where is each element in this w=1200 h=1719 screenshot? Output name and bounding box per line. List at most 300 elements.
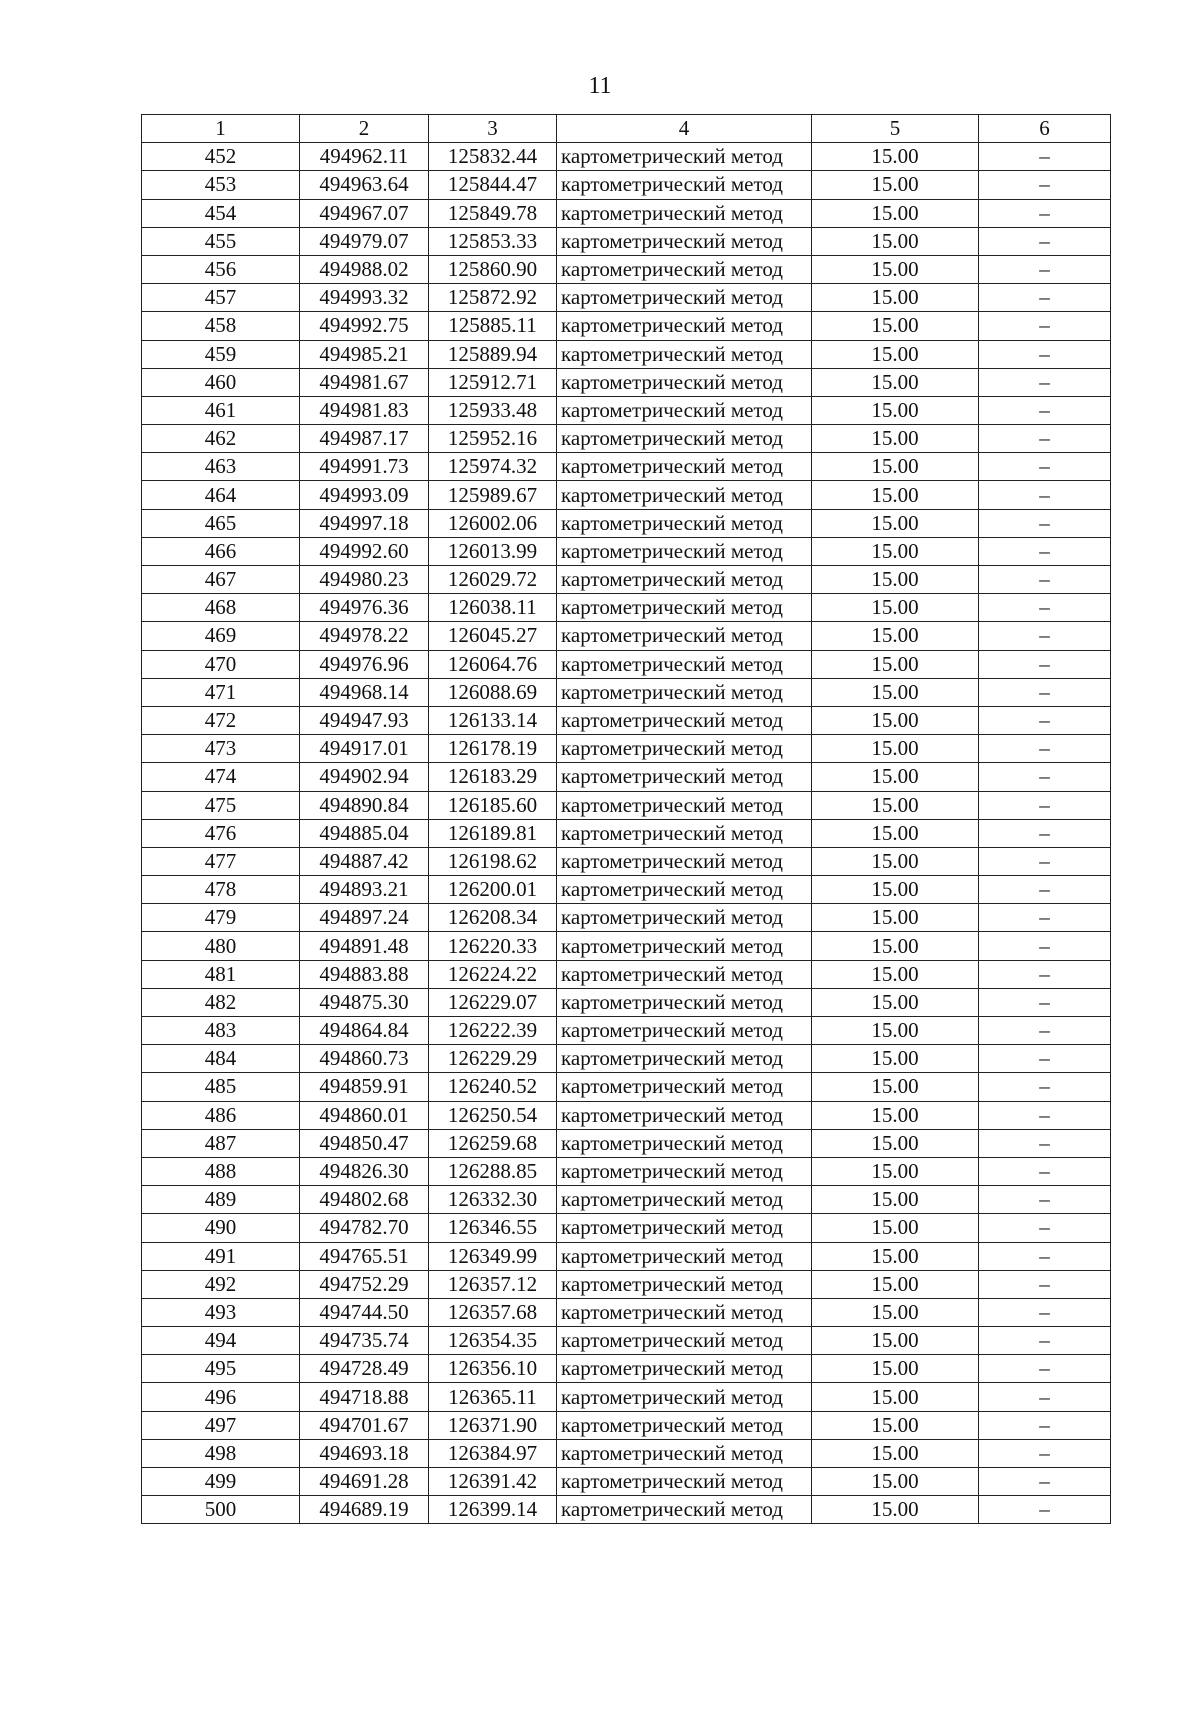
table-row (142, 1439, 1111, 1467)
accuracy-cell: 15.00 (812, 763, 979, 791)
accuracy-cell: 15.00 (812, 1073, 979, 1101)
accuracy-cell: 15.00 (812, 1242, 979, 1270)
accuracy-cell: 15.00 (812, 509, 979, 537)
method-cell: картометрический метод (557, 1214, 812, 1242)
y-coordinate-cell: 125933.48 (429, 396, 557, 424)
accuracy-cell: 15.00 (812, 1383, 979, 1411)
table-row (142, 1383, 1111, 1411)
note-cell: – (979, 312, 1111, 340)
accuracy-cell: 15.00 (812, 340, 979, 368)
accuracy-cell: 15.00 (812, 1129, 979, 1157)
x-coordinate-cell: 494962.11 (300, 143, 429, 171)
accuracy-cell: 15.00 (812, 312, 979, 340)
note-cell: – (979, 453, 1111, 481)
table-row (142, 988, 1111, 1016)
x-coordinate-cell: 494864.84 (300, 1017, 429, 1045)
point-number-cell: 455 (142, 227, 300, 255)
x-coordinate-cell: 494782.70 (300, 1214, 429, 1242)
table-row (142, 960, 1111, 988)
y-coordinate-cell: 126371.90 (429, 1411, 557, 1439)
note-cell: – (979, 481, 1111, 509)
method-cell: картометрический метод (557, 1157, 812, 1185)
accuracy-cell: 15.00 (812, 706, 979, 734)
y-coordinate-cell: 126220.33 (429, 932, 557, 960)
note-cell: – (979, 1017, 1111, 1045)
accuracy-cell: 15.00 (812, 735, 979, 763)
accuracy-cell: 15.00 (812, 481, 979, 509)
method-cell: картометрический метод (557, 1186, 812, 1214)
method-cell: картометрический метод (557, 988, 812, 1016)
note-cell: – (979, 340, 1111, 368)
point-number-cell: 478 (142, 876, 300, 904)
x-coordinate-cell: 494735.74 (300, 1327, 429, 1355)
method-cell: картометрический метод (557, 960, 812, 988)
point-number-cell: 468 (142, 594, 300, 622)
point-number-cell: 470 (142, 650, 300, 678)
method-cell: картометрический метод (557, 1101, 812, 1129)
accuracy-cell: 15.00 (812, 143, 979, 171)
y-coordinate-cell: 126391.42 (429, 1468, 557, 1496)
point-number-cell: 491 (142, 1242, 300, 1270)
method-cell: картометрический метод (557, 622, 812, 650)
note-cell: – (979, 368, 1111, 396)
x-coordinate-cell: 494859.91 (300, 1073, 429, 1101)
accuracy-cell: 15.00 (812, 396, 979, 424)
y-coordinate-cell: 126198.62 (429, 847, 557, 875)
table-row (142, 537, 1111, 565)
table-row (142, 509, 1111, 537)
x-coordinate-cell: 494689.19 (300, 1496, 429, 1524)
accuracy-cell: 15.00 (812, 1017, 979, 1045)
accuracy-cell: 15.00 (812, 1270, 979, 1298)
y-coordinate-cell: 126399.14 (429, 1496, 557, 1524)
point-number-cell: 473 (142, 735, 300, 763)
method-cell: картометрический метод (557, 876, 812, 904)
note-cell: – (979, 199, 1111, 227)
point-number-cell: 454 (142, 199, 300, 227)
y-coordinate-cell: 126224.22 (429, 960, 557, 988)
note-cell: – (979, 988, 1111, 1016)
point-number-cell: 459 (142, 340, 300, 368)
accuracy-cell: 15.00 (812, 199, 979, 227)
point-number-cell: 487 (142, 1129, 300, 1157)
y-coordinate-cell: 126259.68 (429, 1129, 557, 1157)
table-row (142, 1496, 1111, 1524)
x-coordinate-cell: 494987.17 (300, 425, 429, 453)
point-number-cell: 493 (142, 1298, 300, 1326)
method-cell: картометрический метод (557, 847, 812, 875)
x-coordinate-cell: 494997.18 (300, 509, 429, 537)
table-row (142, 171, 1111, 199)
method-cell: картометрический метод (557, 1439, 812, 1467)
method-cell: картометрический метод (557, 1327, 812, 1355)
accuracy-cell: 15.00 (812, 1186, 979, 1214)
point-number-cell: 475 (142, 791, 300, 819)
point-number-cell: 463 (142, 453, 300, 481)
note-cell: – (979, 1186, 1111, 1214)
table-row (142, 1129, 1111, 1157)
table-row (142, 396, 1111, 424)
y-coordinate-cell: 126064.76 (429, 650, 557, 678)
table-row (142, 678, 1111, 706)
method-cell: картометрический метод (557, 706, 812, 734)
y-coordinate-cell: 126250.54 (429, 1101, 557, 1129)
x-coordinate-cell: 494963.64 (300, 171, 429, 199)
table-row (142, 1468, 1111, 1496)
table-row (142, 227, 1111, 255)
note-cell: – (979, 594, 1111, 622)
x-coordinate-cell: 494802.68 (300, 1186, 429, 1214)
table-header-row (142, 115, 1111, 143)
accuracy-cell: 15.00 (812, 791, 979, 819)
method-cell: картометрический метод (557, 594, 812, 622)
method-cell: картометрический метод (557, 791, 812, 819)
method-cell: картометрический метод (557, 1411, 812, 1439)
accuracy-cell: 15.00 (812, 1439, 979, 1467)
accuracy-cell: 15.00 (812, 1298, 979, 1326)
method-cell: картометрический метод (557, 763, 812, 791)
point-number-cell: 458 (142, 312, 300, 340)
note-cell: – (979, 171, 1111, 199)
note-cell: – (979, 876, 1111, 904)
x-coordinate-cell: 494890.84 (300, 791, 429, 819)
note-cell: – (979, 847, 1111, 875)
method-cell: картометрический метод (557, 537, 812, 565)
x-coordinate-cell: 494891.48 (300, 932, 429, 960)
table-row (142, 425, 1111, 453)
point-number-cell: 500 (142, 1496, 300, 1524)
x-coordinate-cell: 494860.73 (300, 1045, 429, 1073)
table-row (142, 594, 1111, 622)
point-number-cell: 467 (142, 566, 300, 594)
y-coordinate-cell: 126384.97 (429, 1439, 557, 1467)
accuracy-cell: 15.00 (812, 1214, 979, 1242)
point-number-cell: 474 (142, 763, 300, 791)
method-cell: картометрический метод (557, 1073, 812, 1101)
point-number-cell: 462 (142, 425, 300, 453)
accuracy-cell: 15.00 (812, 622, 979, 650)
method-cell: картометрический метод (557, 199, 812, 227)
note-cell: – (979, 1045, 1111, 1073)
method-cell: картометрический метод (557, 904, 812, 932)
point-number-cell: 476 (142, 819, 300, 847)
note-cell: – (979, 1101, 1111, 1129)
x-coordinate-cell: 494976.36 (300, 594, 429, 622)
table-row (142, 1242, 1111, 1270)
method-cell: картометрический метод (557, 312, 812, 340)
table-row (142, 1355, 1111, 1383)
accuracy-cell: 15.00 (812, 594, 979, 622)
note-cell: – (979, 566, 1111, 594)
note-cell: – (979, 791, 1111, 819)
table-row (142, 622, 1111, 650)
note-cell: – (979, 143, 1111, 171)
note-cell: – (979, 227, 1111, 255)
note-cell: – (979, 706, 1111, 734)
method-cell: картометрический метод (557, 1468, 812, 1496)
note-cell: – (979, 904, 1111, 932)
method-cell: картометрический метод (557, 227, 812, 255)
y-coordinate-cell: 125860.90 (429, 255, 557, 283)
accuracy-cell: 15.00 (812, 227, 979, 255)
accuracy-cell: 15.00 (812, 819, 979, 847)
point-number-cell: 496 (142, 1383, 300, 1411)
y-coordinate-cell: 126208.34 (429, 904, 557, 932)
accuracy-cell: 15.00 (812, 1468, 979, 1496)
table-row (142, 1017, 1111, 1045)
accuracy-cell: 15.00 (812, 425, 979, 453)
point-number-cell: 484 (142, 1045, 300, 1073)
note-cell: – (979, 678, 1111, 706)
point-number-cell: 485 (142, 1073, 300, 1101)
table-row (142, 1270, 1111, 1298)
point-number-cell: 488 (142, 1157, 300, 1185)
table-row (142, 1157, 1111, 1185)
point-number-cell: 490 (142, 1214, 300, 1242)
accuracy-cell: 15.00 (812, 453, 979, 481)
x-coordinate-cell: 494981.67 (300, 368, 429, 396)
x-coordinate-cell: 494979.07 (300, 227, 429, 255)
accuracy-cell: 15.00 (812, 1327, 979, 1355)
x-coordinate-cell: 494988.02 (300, 255, 429, 283)
method-cell: картометрический метод (557, 255, 812, 283)
note-cell: – (979, 622, 1111, 650)
point-number-cell: 452 (142, 143, 300, 171)
y-coordinate-cell: 125912.71 (429, 368, 557, 396)
y-coordinate-cell: 126222.39 (429, 1017, 557, 1045)
point-number-cell: 477 (142, 847, 300, 875)
y-coordinate-cell: 125885.11 (429, 312, 557, 340)
point-number-cell: 494 (142, 1327, 300, 1355)
y-coordinate-cell: 126229.07 (429, 988, 557, 1016)
table-row (142, 284, 1111, 312)
y-coordinate-cell: 125849.78 (429, 199, 557, 227)
y-coordinate-cell: 126029.72 (429, 566, 557, 594)
method-cell: картометрический метод (557, 453, 812, 481)
column-header-3: 3 (429, 115, 557, 143)
y-coordinate-cell: 125832.44 (429, 143, 557, 171)
method-cell: картометрический метод (557, 650, 812, 678)
note-cell: – (979, 1270, 1111, 1298)
point-number-cell: 486 (142, 1101, 300, 1129)
method-cell: картометрический метод (557, 1298, 812, 1326)
method-cell: картометрический метод (557, 1242, 812, 1270)
page-number: 11 (588, 73, 612, 99)
y-coordinate-cell: 126038.11 (429, 594, 557, 622)
x-coordinate-cell: 494897.24 (300, 904, 429, 932)
accuracy-cell: 15.00 (812, 960, 979, 988)
point-number-cell: 479 (142, 904, 300, 932)
method-cell: картометрический метод (557, 340, 812, 368)
x-coordinate-cell: 494826.30 (300, 1157, 429, 1185)
method-cell: картометрический метод (557, 1270, 812, 1298)
x-coordinate-cell: 494947.93 (300, 706, 429, 734)
note-cell: – (979, 1214, 1111, 1242)
note-cell: – (979, 1439, 1111, 1467)
method-cell: картометрический метод (557, 678, 812, 706)
accuracy-cell: 15.00 (812, 1045, 979, 1073)
table-row (142, 199, 1111, 227)
point-number-cell: 482 (142, 988, 300, 1016)
note-cell: – (979, 763, 1111, 791)
y-coordinate-cell: 126133.14 (429, 706, 557, 734)
y-coordinate-cell: 126354.35 (429, 1327, 557, 1355)
note-cell: – (979, 396, 1111, 424)
column-header-6: 6 (979, 115, 1111, 143)
x-coordinate-cell: 494718.88 (300, 1383, 429, 1411)
table-row (142, 932, 1111, 960)
y-coordinate-cell: 126185.60 (429, 791, 557, 819)
accuracy-cell: 15.00 (812, 1101, 979, 1129)
accuracy-cell: 15.00 (812, 904, 979, 932)
point-number-cell: 464 (142, 481, 300, 509)
x-coordinate-cell: 494691.28 (300, 1468, 429, 1496)
note-cell: – (979, 960, 1111, 988)
x-coordinate-cell: 494980.23 (300, 566, 429, 594)
method-cell: картометрический метод (557, 368, 812, 396)
y-coordinate-cell: 126088.69 (429, 678, 557, 706)
table-row (142, 876, 1111, 904)
y-coordinate-cell: 126357.12 (429, 1270, 557, 1298)
y-coordinate-cell: 126200.01 (429, 876, 557, 904)
point-number-cell: 489 (142, 1186, 300, 1214)
table-row (142, 819, 1111, 847)
x-coordinate-cell: 494993.09 (300, 481, 429, 509)
table-row (142, 1101, 1111, 1129)
note-cell: – (979, 1411, 1111, 1439)
y-coordinate-cell: 125974.32 (429, 453, 557, 481)
y-coordinate-cell: 126178.19 (429, 735, 557, 763)
table-row (142, 368, 1111, 396)
note-cell: – (979, 1327, 1111, 1355)
x-coordinate-cell: 494992.60 (300, 537, 429, 565)
x-coordinate-cell: 494991.73 (300, 453, 429, 481)
y-coordinate-cell: 125989.67 (429, 481, 557, 509)
point-number-cell: 495 (142, 1355, 300, 1383)
y-coordinate-cell: 125889.94 (429, 340, 557, 368)
table-row (142, 1298, 1111, 1326)
note-cell: – (979, 1496, 1111, 1524)
column-header-4: 4 (557, 115, 812, 143)
method-cell: картометрический метод (557, 481, 812, 509)
note-cell: – (979, 1298, 1111, 1326)
method-cell: картометрический метод (557, 932, 812, 960)
y-coordinate-cell: 125844.47 (429, 171, 557, 199)
method-cell: картометрический метод (557, 1045, 812, 1073)
note-cell: – (979, 1157, 1111, 1185)
method-cell: картометрический метод (557, 171, 812, 199)
note-cell: – (979, 255, 1111, 283)
coordinates-table (141, 114, 1111, 1524)
y-coordinate-cell: 126189.81 (429, 819, 557, 847)
x-coordinate-cell: 494875.30 (300, 988, 429, 1016)
x-coordinate-cell: 494976.96 (300, 650, 429, 678)
point-number-cell: 471 (142, 678, 300, 706)
accuracy-cell: 15.00 (812, 847, 979, 875)
method-cell: картометрический метод (557, 143, 812, 171)
x-coordinate-cell: 494968.14 (300, 678, 429, 706)
method-cell: картометрический метод (557, 819, 812, 847)
point-number-cell: 483 (142, 1017, 300, 1045)
note-cell: – (979, 932, 1111, 960)
x-coordinate-cell: 494860.01 (300, 1101, 429, 1129)
x-coordinate-cell: 494701.67 (300, 1411, 429, 1439)
y-coordinate-cell: 126013.99 (429, 537, 557, 565)
point-number-cell: 469 (142, 622, 300, 650)
table-row (142, 1411, 1111, 1439)
x-coordinate-cell: 494728.49 (300, 1355, 429, 1383)
point-number-cell: 456 (142, 255, 300, 283)
accuracy-cell: 15.00 (812, 988, 979, 1016)
x-coordinate-cell: 494993.32 (300, 284, 429, 312)
column-header-2: 2 (300, 115, 429, 143)
accuracy-cell: 15.00 (812, 876, 979, 904)
x-coordinate-cell: 494992.75 (300, 312, 429, 340)
y-coordinate-cell: 126356.10 (429, 1355, 557, 1383)
accuracy-cell: 15.00 (812, 1355, 979, 1383)
accuracy-cell: 15.00 (812, 678, 979, 706)
method-cell: картометрический метод (557, 396, 812, 424)
y-coordinate-cell: 126045.27 (429, 622, 557, 650)
note-cell: – (979, 1468, 1111, 1496)
accuracy-cell: 15.00 (812, 537, 979, 565)
point-number-cell: 460 (142, 368, 300, 396)
y-coordinate-cell: 126349.99 (429, 1242, 557, 1270)
x-coordinate-cell: 494765.51 (300, 1242, 429, 1270)
note-cell: – (979, 537, 1111, 565)
method-cell: картометрический метод (557, 509, 812, 537)
accuracy-cell: 15.00 (812, 1411, 979, 1439)
x-coordinate-cell: 494850.47 (300, 1129, 429, 1157)
note-cell: – (979, 735, 1111, 763)
y-coordinate-cell: 126240.52 (429, 1073, 557, 1101)
y-coordinate-cell: 126002.06 (429, 509, 557, 537)
method-cell: картометрический метод (557, 1129, 812, 1157)
table-row (142, 735, 1111, 763)
note-cell: – (979, 1242, 1111, 1270)
table-row (142, 706, 1111, 734)
note-cell: – (979, 509, 1111, 537)
table-row (142, 1186, 1111, 1214)
point-number-cell: 492 (142, 1270, 300, 1298)
y-coordinate-cell: 126365.11 (429, 1383, 557, 1411)
table-row (142, 255, 1111, 283)
accuracy-cell: 15.00 (812, 1496, 979, 1524)
accuracy-cell: 15.00 (812, 566, 979, 594)
x-coordinate-cell: 494752.29 (300, 1270, 429, 1298)
x-coordinate-cell: 494887.42 (300, 847, 429, 875)
point-number-cell: 481 (142, 960, 300, 988)
y-coordinate-cell: 125872.92 (429, 284, 557, 312)
method-cell: картометрический метод (557, 284, 812, 312)
note-cell: – (979, 1129, 1111, 1157)
table-row (142, 566, 1111, 594)
table-row (142, 1327, 1111, 1355)
y-coordinate-cell: 125952.16 (429, 425, 557, 453)
accuracy-cell: 15.00 (812, 1157, 979, 1185)
method-cell: картометрический метод (557, 1017, 812, 1045)
note-cell: – (979, 284, 1111, 312)
y-coordinate-cell: 126357.68 (429, 1298, 557, 1326)
accuracy-cell: 15.00 (812, 368, 979, 396)
point-number-cell: 466 (142, 537, 300, 565)
x-coordinate-cell: 494978.22 (300, 622, 429, 650)
method-cell: картометрический метод (557, 1383, 812, 1411)
x-coordinate-cell: 494902.94 (300, 763, 429, 791)
x-coordinate-cell: 494883.88 (300, 960, 429, 988)
x-coordinate-cell: 494744.50 (300, 1298, 429, 1326)
point-number-cell: 480 (142, 932, 300, 960)
